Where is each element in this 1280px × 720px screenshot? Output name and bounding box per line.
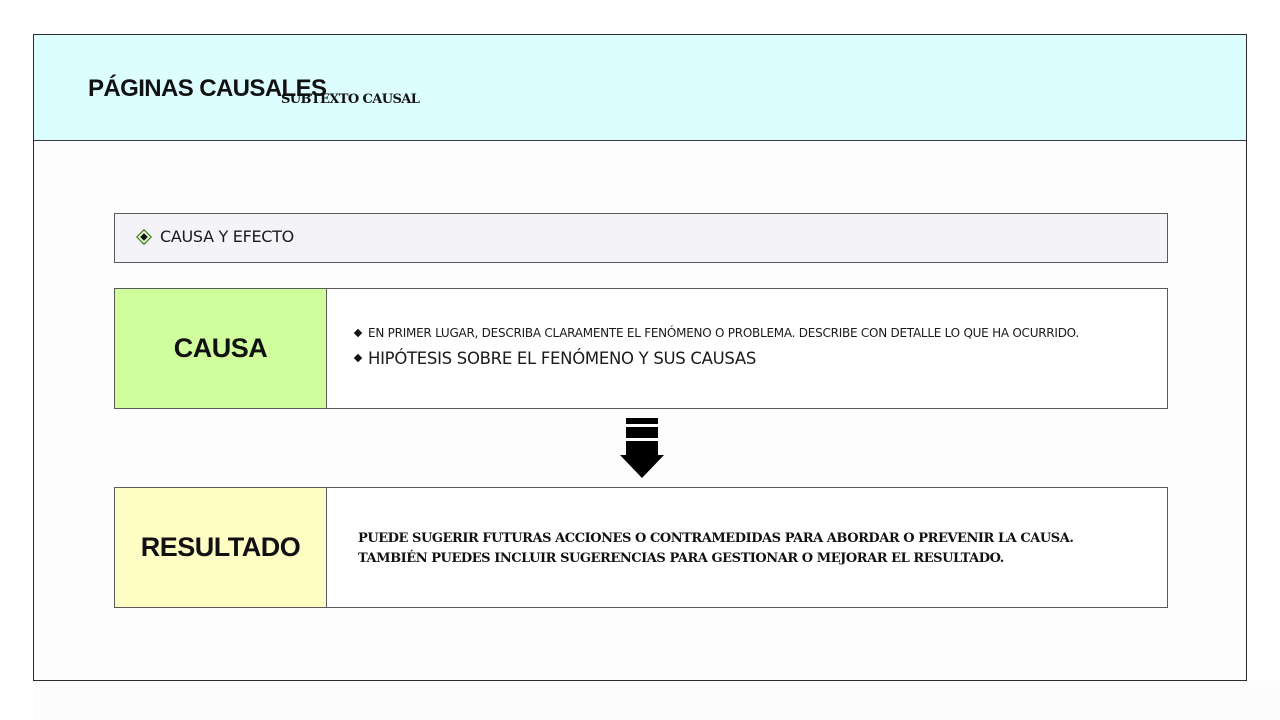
result-line: TAMBIÉN PUEDES INCLUIR SUGERENCIAS PARA GESTIONAR O MEJORAR EL RESULTADO. bbox=[358, 551, 1004, 566]
cause-bullet-text: EN PRIMER LUGAR, DESCRIBA CLARAMENTE EL FENÓMENO O PROBLEMA. DESCRIBE CON DETALLE LO QUE HA OCURRIDO. bbox=[368, 326, 1079, 340]
result-box bbox=[114, 487, 1168, 608]
cause-bullet-text: HIPÓTESIS SOBRE EL FENÓMENO Y SUS CAUSAS bbox=[368, 348, 757, 368]
cause-label-cell bbox=[115, 289, 327, 408]
diamond-bullet-icon bbox=[136, 229, 152, 245]
result-text bbox=[358, 529, 1073, 569]
slide bbox=[33, 34, 1247, 681]
result-label: RESULTADO bbox=[140, 532, 301, 562]
section-label: CAUSA Y EFECTO bbox=[160, 227, 294, 246]
result-label-cell bbox=[115, 488, 327, 607]
header-band bbox=[34, 35, 1246, 141]
cause-bullet-item bbox=[355, 324, 1079, 342]
cause-bullet-item bbox=[355, 346, 1079, 370]
diamond-bullet-icon bbox=[354, 354, 362, 362]
page-subtitle: SUBTEXTO CAUSAL bbox=[281, 92, 420, 107]
diamond-bullet-icon bbox=[354, 329, 362, 337]
page-bottom-shade bbox=[33, 681, 1280, 720]
page-title: PÁGINAS CAUSALES bbox=[88, 75, 327, 102]
cause-bullet-list bbox=[355, 324, 1079, 370]
section-bar bbox=[114, 213, 1168, 263]
down-arrow-icon bbox=[620, 418, 664, 478]
cause-box bbox=[114, 288, 1168, 409]
cause-label: CAUSA bbox=[173, 333, 268, 363]
result-line: PUEDE SUGERIR FUTURAS ACCIONES O CONTRAMEDIDAS PARA ABORDAR O PREVENIR LA CAUSA. bbox=[358, 531, 1074, 546]
